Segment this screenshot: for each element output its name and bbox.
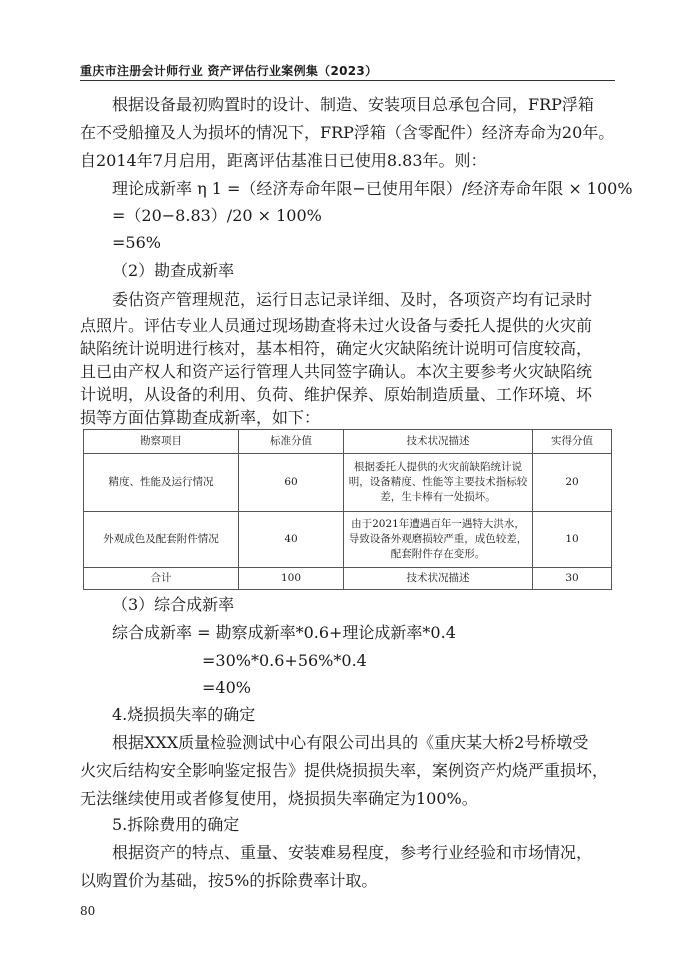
table-cell: 10 <box>533 512 612 568</box>
paragraph-line: 以购置价为基础，按5%的拆除费率计取。 <box>80 871 378 890</box>
paragraph-line: 自2014年7月启用，距离评估基准日已使用8.83年。则： <box>80 151 487 170</box>
paragraph-line: 计说明，从设备的利用、负荷、维护保养、原始制造质量、工作环境、坏 <box>80 385 593 404</box>
table-cell: 技术状况描述 <box>344 568 533 590</box>
paragraph-line: 根据设备最初购置时的设计、制造、安装项目总承包合同，FRP浮箱 <box>112 95 594 114</box>
section-heading: （2）勘查成新率 <box>112 261 235 280</box>
table-cell: 由于2021年遭遇百年一遇特大洪水，导致设备外观磨损较严重，成色较差，配套附件存在变形。 <box>344 512 533 568</box>
section-heading: （3）综合成新率 <box>112 595 235 614</box>
paragraph-line: 点照片。评估专业人员通过现场勘查将未过火设备与委托人提供的火灾前 <box>80 316 593 335</box>
formula-line: 综合成新率 = 勘察成新率*0.6+理论成新率*0.4 <box>112 623 456 642</box>
paragraph-line: 根据资产的特点、重量、安装难易程度，参考行业经验和市场情况， <box>112 843 593 862</box>
table-header-row <box>84 430 612 454</box>
paragraph-line: 无法继续使用或者修复使用，烧损损失率确定为100%。 <box>80 789 478 808</box>
table-cell: 30 <box>533 568 612 590</box>
table-row <box>84 512 612 568</box>
section-heading: 5.拆除费用的确定 <box>112 815 240 834</box>
running-header: 重庆市注册会计师行业 资产评估行业案例集（2023） <box>80 64 378 78</box>
table-header-cell: 勘察项目 <box>84 430 239 454</box>
table-row <box>84 568 612 590</box>
paragraph-line: 在不受船撞及人为损坏的情况下，FRP浮箱（含零配件）经济寿命为20年。 <box>80 123 615 142</box>
paragraph-line: 根据XXX质量检验测试中心有限公司出具的《重庆某大桥2号桥墩受 <box>112 733 589 752</box>
formula-line: 理论成新率 η 1 =（经济寿命年限−已使用年限）/经济寿命年限 × 100% <box>112 179 633 198</box>
formula-line: =（20−8.83）/20 × 100% <box>112 206 322 225</box>
section-heading: 4.烧损损失率的确定 <box>112 705 256 724</box>
table-row <box>84 454 612 512</box>
page-number: 80 <box>80 904 96 918</box>
table-cell: 40 <box>239 512 344 568</box>
inspection-table <box>83 429 612 590</box>
paragraph-line: 委估资产管理规范，运行日志记录详细、及时，各项资产均有记录时 <box>112 290 593 309</box>
formula-line: =30%*0.6+56%*0.4 <box>202 651 367 670</box>
table-header-cell: 技术状况描述 <box>344 430 533 454</box>
paragraph-line: 损等方面估算勘查成新率，如下： <box>80 408 321 427</box>
table-cell: 60 <box>239 454 344 512</box>
table-header-cell: 实得分值 <box>533 430 612 454</box>
paragraph-line: 火灾后结构安全影响鉴定报告》提供烧损损失率，案例资产灼烧严重损坏， <box>80 761 609 780</box>
table-header-cell: 标准分值 <box>239 430 344 454</box>
table-cell: 根据委托人提供的火灾前缺陷统计说明，设备精度、性能等主要技术指标较差，生卡棒有一处损坏。 <box>344 454 533 512</box>
table-cell: 精度、性能及运行情况 <box>84 454 239 512</box>
table-cell: 外观成色及配套附件情况 <box>84 512 239 568</box>
formula-line: =40% <box>202 678 251 697</box>
table-cell: 100 <box>239 568 344 590</box>
paragraph-line: 且已由产权人和资产运行管理人共同签字确认。本次主要参考火灾缺陷统 <box>80 362 593 381</box>
table-cell: 合计 <box>84 568 239 590</box>
header-rule <box>80 80 615 81</box>
formula-line: =56% <box>112 233 161 252</box>
table-cell: 20 <box>533 454 612 512</box>
paragraph-line: 缺陷统计说明进行核对，基本相符，确定火灾缺陷统计说明可信度较高， <box>80 339 593 358</box>
